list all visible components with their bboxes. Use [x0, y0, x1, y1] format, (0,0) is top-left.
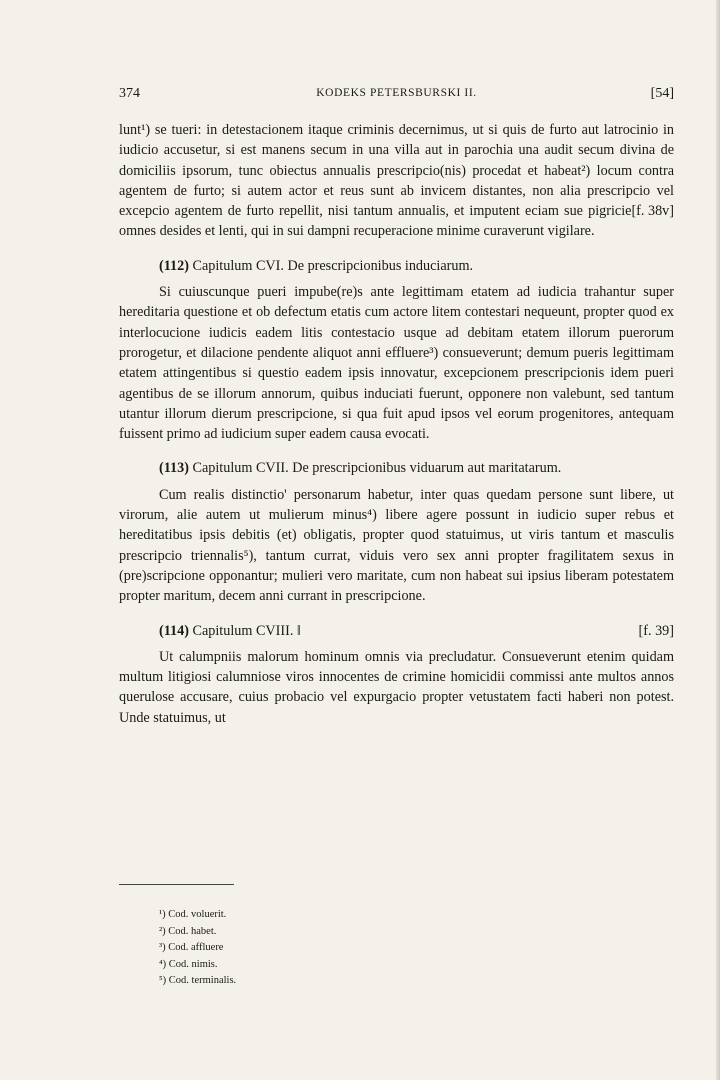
paragraph-1	[119, 120, 674, 242]
paragraph-4: Ut calumpniis malorum hominum omnis via precludatur. Consueverunt etenim quidam multum litigiosi calumniose viros innocentes de crimine homicidii commissi ante multos annos querulose accusare, cuius probacio vel expurgacio propter vetustatem facti haberi non potest. Unde statuimus, ut	[119, 648, 674, 726]
footnote-4: ⁴) Cod. nimis.	[159, 958, 218, 970]
folio-mark: [54]	[650, 86, 674, 101]
footnote-rule	[119, 884, 234, 885]
running-header	[119, 86, 674, 106]
chapter-112-heading	[119, 256, 674, 276]
chapter-113-heading	[119, 458, 674, 478]
footnote-5: ⁵) Cod. terminalis.	[159, 975, 237, 986]
chapter-114-number: (114)	[159, 622, 189, 639]
footnotes	[159, 907, 236, 990]
folio-39: [f. 39]	[638, 622, 674, 639]
running-title: KODEKS PETERSBURSKI II.	[316, 87, 477, 99]
chapter-113-title: Capitulum CVII. De prescripcionibus viduarum aut maritatarum.	[192, 460, 562, 477]
footnote-1: ¹) Cod. voluerit.	[159, 909, 227, 920]
chapter-114-heading	[119, 621, 674, 641]
main-text	[119, 120, 674, 728]
footnote-2: ²) Cod. habet.	[159, 925, 217, 937]
paragraph-1-end: eciam sue pigricie omnes desides et lenti, qui in sui dampni recuperacione minime curaverunt vigilare.	[119, 203, 632, 240]
chapter-112-number: (112)	[159, 257, 189, 274]
chapter-114-title: Capitulum CVIII. ‖	[192, 622, 301, 639]
chapter-113-number: (113)	[159, 460, 189, 477]
paragraph-2: Si cuiuscunque pueri impube(re)s ante legittimam etatem ad iudicia trahantur super hereditaria questione et ob defectum etatis cum actore litem contestari nequeunt, propter quod ex interlocucione iudicis eadem litis contestacio usque ad debitam etatem illorum puerorum prorogetur, et dilacione pendente aliquot anni effluere³) consueverunt; demum pueris legittimam etatem attingentibus si questio eadem ipsis innovatur, excepcionem prescripcionis idem pueri agentibus de se illorum annorum, quibus induciati fuerunt, opponere non valebunt, sed tantum utantur illorum dierum prescripcione, si qua fuit apud ipsos vel eorum progenitores, antequam fuissent primo ad iudicium super eadem causa evocati.	[119, 284, 674, 443]
footnote-3: ³) Cod. affluere	[159, 942, 224, 953]
chapter-112-title: Capitulum CVI. De prescripcionibus induciarum.	[192, 257, 474, 274]
folio-38v: [f. 38v]	[631, 203, 674, 220]
page-edge	[716, 0, 720, 1080]
paragraph-1-text: lunt¹) se tueri: in detestacionem itaque criminis decernimus, ut si quis de furto aut latrocinio in iudicio accusetur, si est manens secum in una villa aut in parochia una audit secum divina de domiciliis ipsorum, tunc obiectus annualis prescripcio(nis) procedat et habeat²) locum contra agentem de furto; si autem actor et reus sunt ab invicem distantes, non alia prescripcio vel excepcio agentem de furto repellit, nisi tantum annualis, et imputent	[119, 122, 674, 220]
paragraph-3: Cum realis distinctio' personarum habetur, inter quas quedam persone sunt libere, ut virorum, alie autem ut mulierum minus⁴) libere agere possunt in iudicio super rebus et hereditatibus ipsis debitis (et) obligatis, propter quod statuimus, ut viris tantum et masculis prescripcio triennalis⁵), tantum currat, viduis vero sex anni propter fragilitatem sexus in (pre)scripcione opponantur; mulieri vero maritate, cum non habeat sui ipsius liberam potestatem propter maritum, decem anni currant in prescripcione.	[119, 486, 674, 605]
page-number: 374	[119, 86, 140, 101]
